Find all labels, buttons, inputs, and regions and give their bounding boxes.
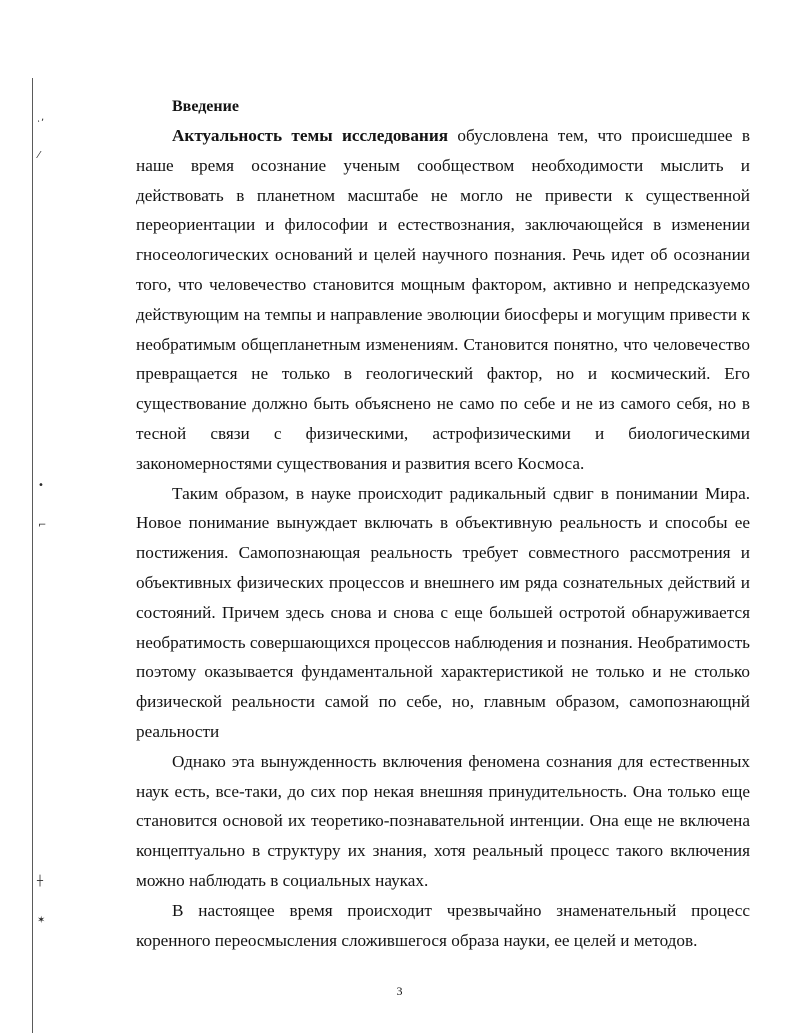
- paragraph-4: [136, 896, 750, 956]
- document-body: [136, 121, 750, 955]
- topic-relevance-lead: Актуальность темы исследования: [172, 126, 449, 145]
- scan-artifact: ✶: [37, 915, 46, 926]
- scan-artifact: ┼: [37, 876, 44, 887]
- paragraph-text: обусловлена тем, что происшедшее в наше время осознание ученым сообществом необходимости мыслить и действовать в планетном масштабе не могло не привести к существенной переориентации и философии и естествознания, заключающейся в изменении гносеологических оснований и целей научного познания. Речь идет об осознании того, что человечество становится мощным фактором, активно и непредсказуемо действующим на темпы и направление эволюции биосферы и могущим привести к необратимым общепланетным изменениям. Становится понятно, что человечество превращается не только в геологический фактор, но и космический. Его существование должно быть объяснено не само по себе и не из самого себя, но в тесной связи с физическими, астрофизическими и биологическими закономерностями существования и развития всего Космоса.: [136, 126, 750, 473]
- page-number: 3: [396, 984, 403, 998]
- paragraph-3: [136, 747, 750, 896]
- scan-artifact: ͺ,: [36, 112, 45, 123]
- paragraph-text: Таким образом, в науке происходит радикальный сдвиг в понимании Мира. Новое понимание вынуждает включать в объективную реальность и способы ее постижения. Самопознающая реальность требует совместного рассмотрения и объективных физических процессов и внешнего им ряда сознательных действий и состояний. Причем здесь снова и снова с еще большей остротой обнаруживается необратимость совершающихся процессов наблюдения и познания. Необратимость поэтому оказывается фундаментальной характеристикой не только и не столько физической реальности самой по себе, но, главным образом, самопознающнй реальности: [136, 483, 750, 741]
- scan-artifact: ⌐: [38, 520, 47, 531]
- section-heading: Введение: [172, 98, 239, 115]
- scan-artifact: •: [38, 480, 44, 491]
- paragraph-text: Однако эта вынужденность включения феномена сознания для естественных наук есть, все-таки, до сих пор некая внешняя принудительность. Она только еще становится основой их теоретико-познавательной интенции. Она еще не включена концептуально в структуру их знания, хотя реальный процесс такого включения можно наблюдать в социальных науках.: [136, 751, 750, 890]
- scan-left-edge: [32, 78, 33, 1033]
- paragraph-1: [136, 121, 750, 479]
- paragraph-text: В настоящее время происходит чрезвычайно знаменательный процесс коренного переосмысления сложившегося образа науки, ее целей и методов.: [136, 900, 750, 950]
- scan-artifact: ⁄: [38, 150, 40, 161]
- paragraph-2: [136, 479, 750, 747]
